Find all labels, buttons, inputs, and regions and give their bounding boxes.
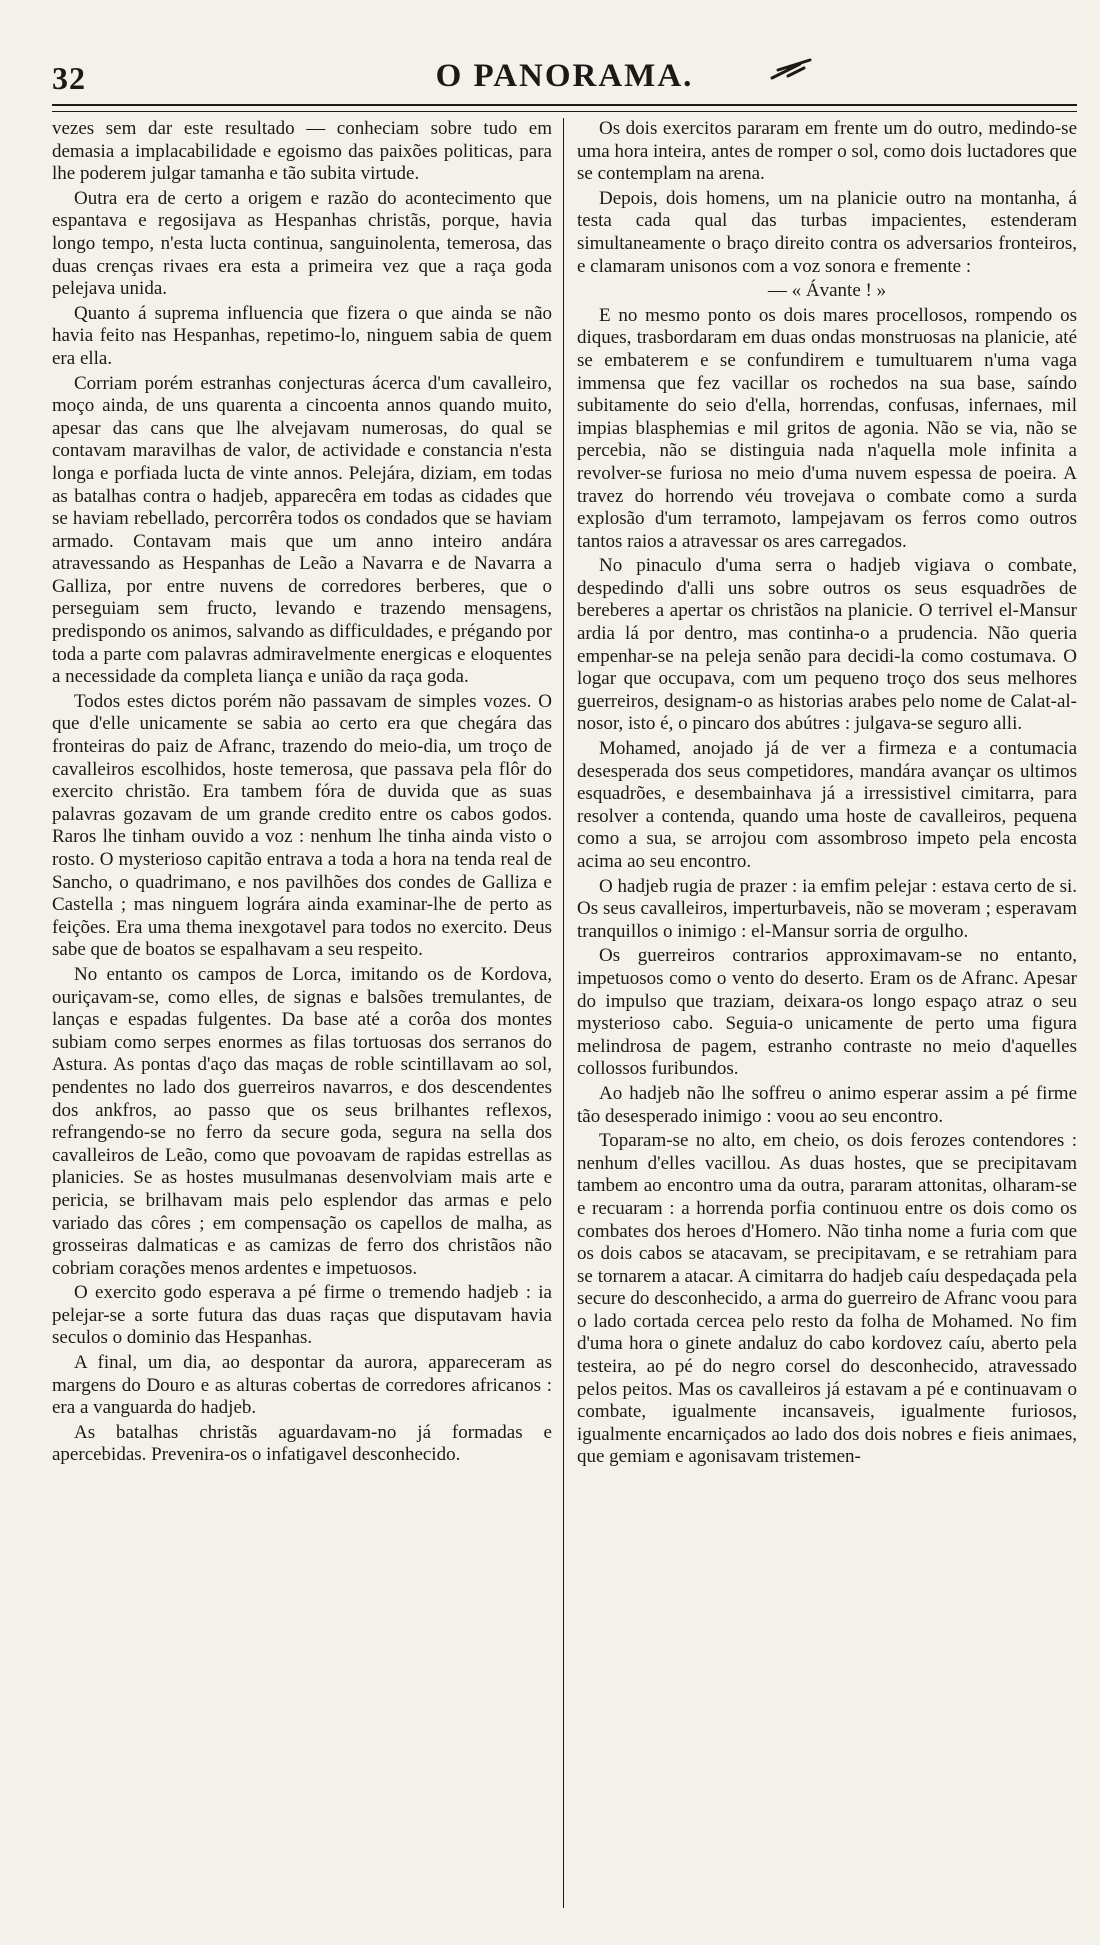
- paragraph: Quanto á suprema influencia que fizera o que ainda se não havia feito nas Hespanhas, repetimo-lo, ninguem sabia de quem era ella.: [52, 302, 552, 369]
- paragraph: As batalhas christãs aguardavam-no já formadas e apercebidas. Prevenira-os o infatigavel desconhecido.: [52, 1421, 552, 1466]
- paragraph: Os dois exercitos pararam em frente um do outro, medindo-se uma hora inteira, antes de romper o sol, como dois luctadores que se contemplam na arena.: [577, 118, 1077, 185]
- header-rule: [52, 104, 1077, 112]
- paragraph: Outra era de certo a origem e razão do acontecimento que espantava e regosijava as Hespanhas christãs, porque, havia longo tempo, n'esta lucta continua, sanguinolenta, temerosa, das duas crenças rivaes era esta a primeira vez que a raça goda pelejava unida.: [52, 187, 552, 300]
- exclamation-line: — « Ávante ! »: [767, 280, 887, 302]
- paragraph: A final, um dia, ao despontar da aurora, appareceram as margens do Douro e as alturas cobertas de corredores africanos : era a vanguarda do hadjeb.: [52, 1352, 552, 1419]
- paragraph: Toparam-se no alto, em cheio, os dois ferozes contendores : nenhum d'elles vacillou. As duas hostes, que se precipitavam tambem ao encontro uma da outra, pararam attonitas, olharam-se e recuaram : a horrenda porfia continuou entre os dois como os combates dos heroes d'Homero. Não tinha nome a furia com que os dois cabos se atacavam, se precipitavam, e se retrahiam para se tornarem a atacar. A cimitarra do hadjeb caíu despedaçada pela secure do desconhecido, a arma do guerreiro de Afranc voou para o lado cortada cercea pelo resto da folha de Mohamed. No fim d'uma hora o ginete andaluz do cabo kordovez caíu, aberto pela testeira, ao pé do negro corsel do desconhecido, atravessado pelos peitos. Mas os cavalleiros já estavam a pé e continuavam o combate, igualmente incansaveis, igualmente furiosos, igualmente encarniçados ao lado dos dois nobres e fieis animaes, que gemiam e agonisavam tristemen-: [577, 1130, 1077, 1468]
- paragraph: E no mesmo ponto os dois mares procellosos, rompendo os diques, trasbordaram em duas ondas monstruosas na planicie, até se embaterem e se confundirem e tumultuarem n'uma vaga immensa que fez vacillar os rochedos na sua base, saíndo subitamente do seio d'ella, horrendas, confusas, infernaes, mil impias blasphemias e mil gritos de agonia. Não se via, não se percebia, não se distinguia nada n'aquella mole infinita a revolver-se furiosa no meio d'uma nuvem espessa de poeira. A travez do horrendo véu trovejava o combate como a surda explosão d'um terramoto, lampejavam os ferros como outros tantos raios a atravessar os ares carregados.: [577, 304, 1077, 552]
- paragraph: Todos estes dictos porém não passavam de simples vozes. O que d'elle unicamente se sabia ao certo era que chegára das fronteiras do paiz de Afranc, trazendo do meio-dia, um troço de cavalleiros escolhidos, hoste temerosa, que passava pela flôr do exercito christão. Era tambem fóra de duvida que as suas palavras gozavam de um grande credito entre os cabos godos. Raros lhe tinham ouvido a voz : nenhum lhe tinha ainda visto o rosto. O mysterioso capitão entrava a toda a hora na tenda real de Sancho, o quadrimano, e nos pavilhões dos condes de Galliza e Castella ; mas ninguem lográra ainda examinar-lhe de perto as feições. Era uma thema inexgotavel para todos no exercito. Deus sabe que de boatos se espalhavam a seu respeito.: [52, 690, 552, 961]
- text-columns: [52, 118, 1077, 1908]
- paragraph: vezes sem dar este resultado — conheciam sobre tudo em demasia a implacabilidade e egoismo das paixões politicas, para lhe poderem julgar tamanha e tão subita virtude.: [52, 118, 552, 185]
- page-header: [52, 52, 1077, 98]
- column-divider: [563, 118, 564, 1908]
- right-column: [577, 118, 1077, 1908]
- paragraph: O exercito godo esperava a pé firme o tremendo hadjeb : ia pelejar-se a sorte futura das duas raças que disputavam havia seculos o dominio das Hespanhas.: [52, 1282, 552, 1349]
- paragraph: Os guerreiros contrarios approximavam-se no entanto, impetuosos como o vento do deserto. Eram os de Afranc. Apesar do impulso que traziam, deixara-os longo espaço atraz o seu mysterioso cabo. Seguia-o unicamente de perto uma figura melindrosa de pagem, estranho contraste no meio d'aquelles collossos furibundos.: [577, 945, 1077, 1080]
- paragraph: No entanto os campos de Lorca, imitando os de Kordova, ouriçavam-se, como elles, de signas e balsões tremulantes, de lanças e espadas fulgentes. Da base até a corôa dos montes subiam como serpes enormes as filas tortuosas dos serranos do Astura. As pontas d'aço das maças de roble scintillavam ao sol, pendentes no lado dos guerreiros navarros, e dos descendentes dos ankfros, ao passo que os seus brilhantes reflexos, refrangendo-se no ferro da secure goda, segura na sella dos cavalleiros de Leão, como que povoavam de rapidas estrellas as planicies. Se as hostes musulmanas desenvolviam mais arte e pericia, se brilhavam mais pelo esplendor das armas e pelo variado das côres ; em compensação os capellos de malha, as grosseiras dalmaticas e as camizas de ferro dos christãos não cobriam corações menos ardentes e impetuosos.: [52, 963, 552, 1279]
- paragraph: Depois, dois homens, um na planicie outro na montanha, á testa cada qual das turbas impacientes, estenderam simultaneamente o braço direito contra os adversarios fronteiros, e clamaram unisonos com a voz sonora e fremente :: [577, 187, 1077, 277]
- page-number: 32: [52, 60, 86, 96]
- paragraph: Ao hadjeb não lhe soffreu o animo esperar assim a pé firme tão desesperado inimigo : voou ao seu encontro.: [577, 1082, 1077, 1127]
- paragraph: O hadjeb rugia de prazer : ia emfim pelejar : estava certo de si. Os seus cavalleiros, imperturbaveis, não se moveram ; esperavam tranquillos o inimigo : el-Mansur sorria de orgulho.: [577, 875, 1077, 942]
- paragraph: Corriam porém estranhas conjecturas ácerca d'um cavalleiro, moço ainda, de uns quarenta a cincoenta annos quando muito, apesar das cans que lhe alvejavam numerosas, do qual se contavam maravilhas de valor, de actividade e constancia n'esta longa e porfiada lucta de vinte annos. Pelejára, diziam, em todas as batalhas contra o hadjeb, apparecêra em todas as cidades que se haviam rebellado, percorrêra todos os condados que se haviam armado. Contavam mais que um anno inteiro andára atravessando as Hespanhas de Leão a Navarra e de Navarra a Galliza, por entre nuvens de corredores berberes, que o perseguiam sem fructo, levando e trazendo mensagens, predispondo os animos, salvando as difficuldades, e prégando por toda a parte com palavras admiravelmente energicas e eloquentes a necessidade da completa liança e união da raça goda.: [52, 372, 552, 688]
- left-column: [52, 118, 552, 1908]
- paragraph: No pinaculo d'uma serra o hadjeb vigiava o combate, despedindo d'alli uns sobre outros os seus esquadrões de bereberes a apertar os christãos na planicie. O terrivel el-Mansur ardia lá por dentro, mas continha-o a prudencia. Não queria empenhar-se na peleja senão para decidi-la como costumava. O logar que occupava, com um pequeno troço dos seus melhores guerreiros, designam-o as historias arabes pelo nome de Calat-al-nosor, isto é, o pincaro dos abútres : julgava-se seguro alli.: [577, 555, 1077, 735]
- journal-title: O PANORAMA.: [435, 58, 694, 94]
- ink-mark-icon: [770, 56, 816, 84]
- newspaper-page: [52, 52, 1077, 1912]
- paragraph: Mohamed, anojado já de ver a firmeza e a contumacia desesperada dos seus competidores, mandára avançar os ultimos esquadrões, e desembainhava já a irressistivel cimitarra, para resolver a contenda, quando uma hoste de cavalleiros, pequena como a sua, se arrojou com assombroso impeto pela encosta acima ao seu encontro.: [577, 738, 1077, 872]
